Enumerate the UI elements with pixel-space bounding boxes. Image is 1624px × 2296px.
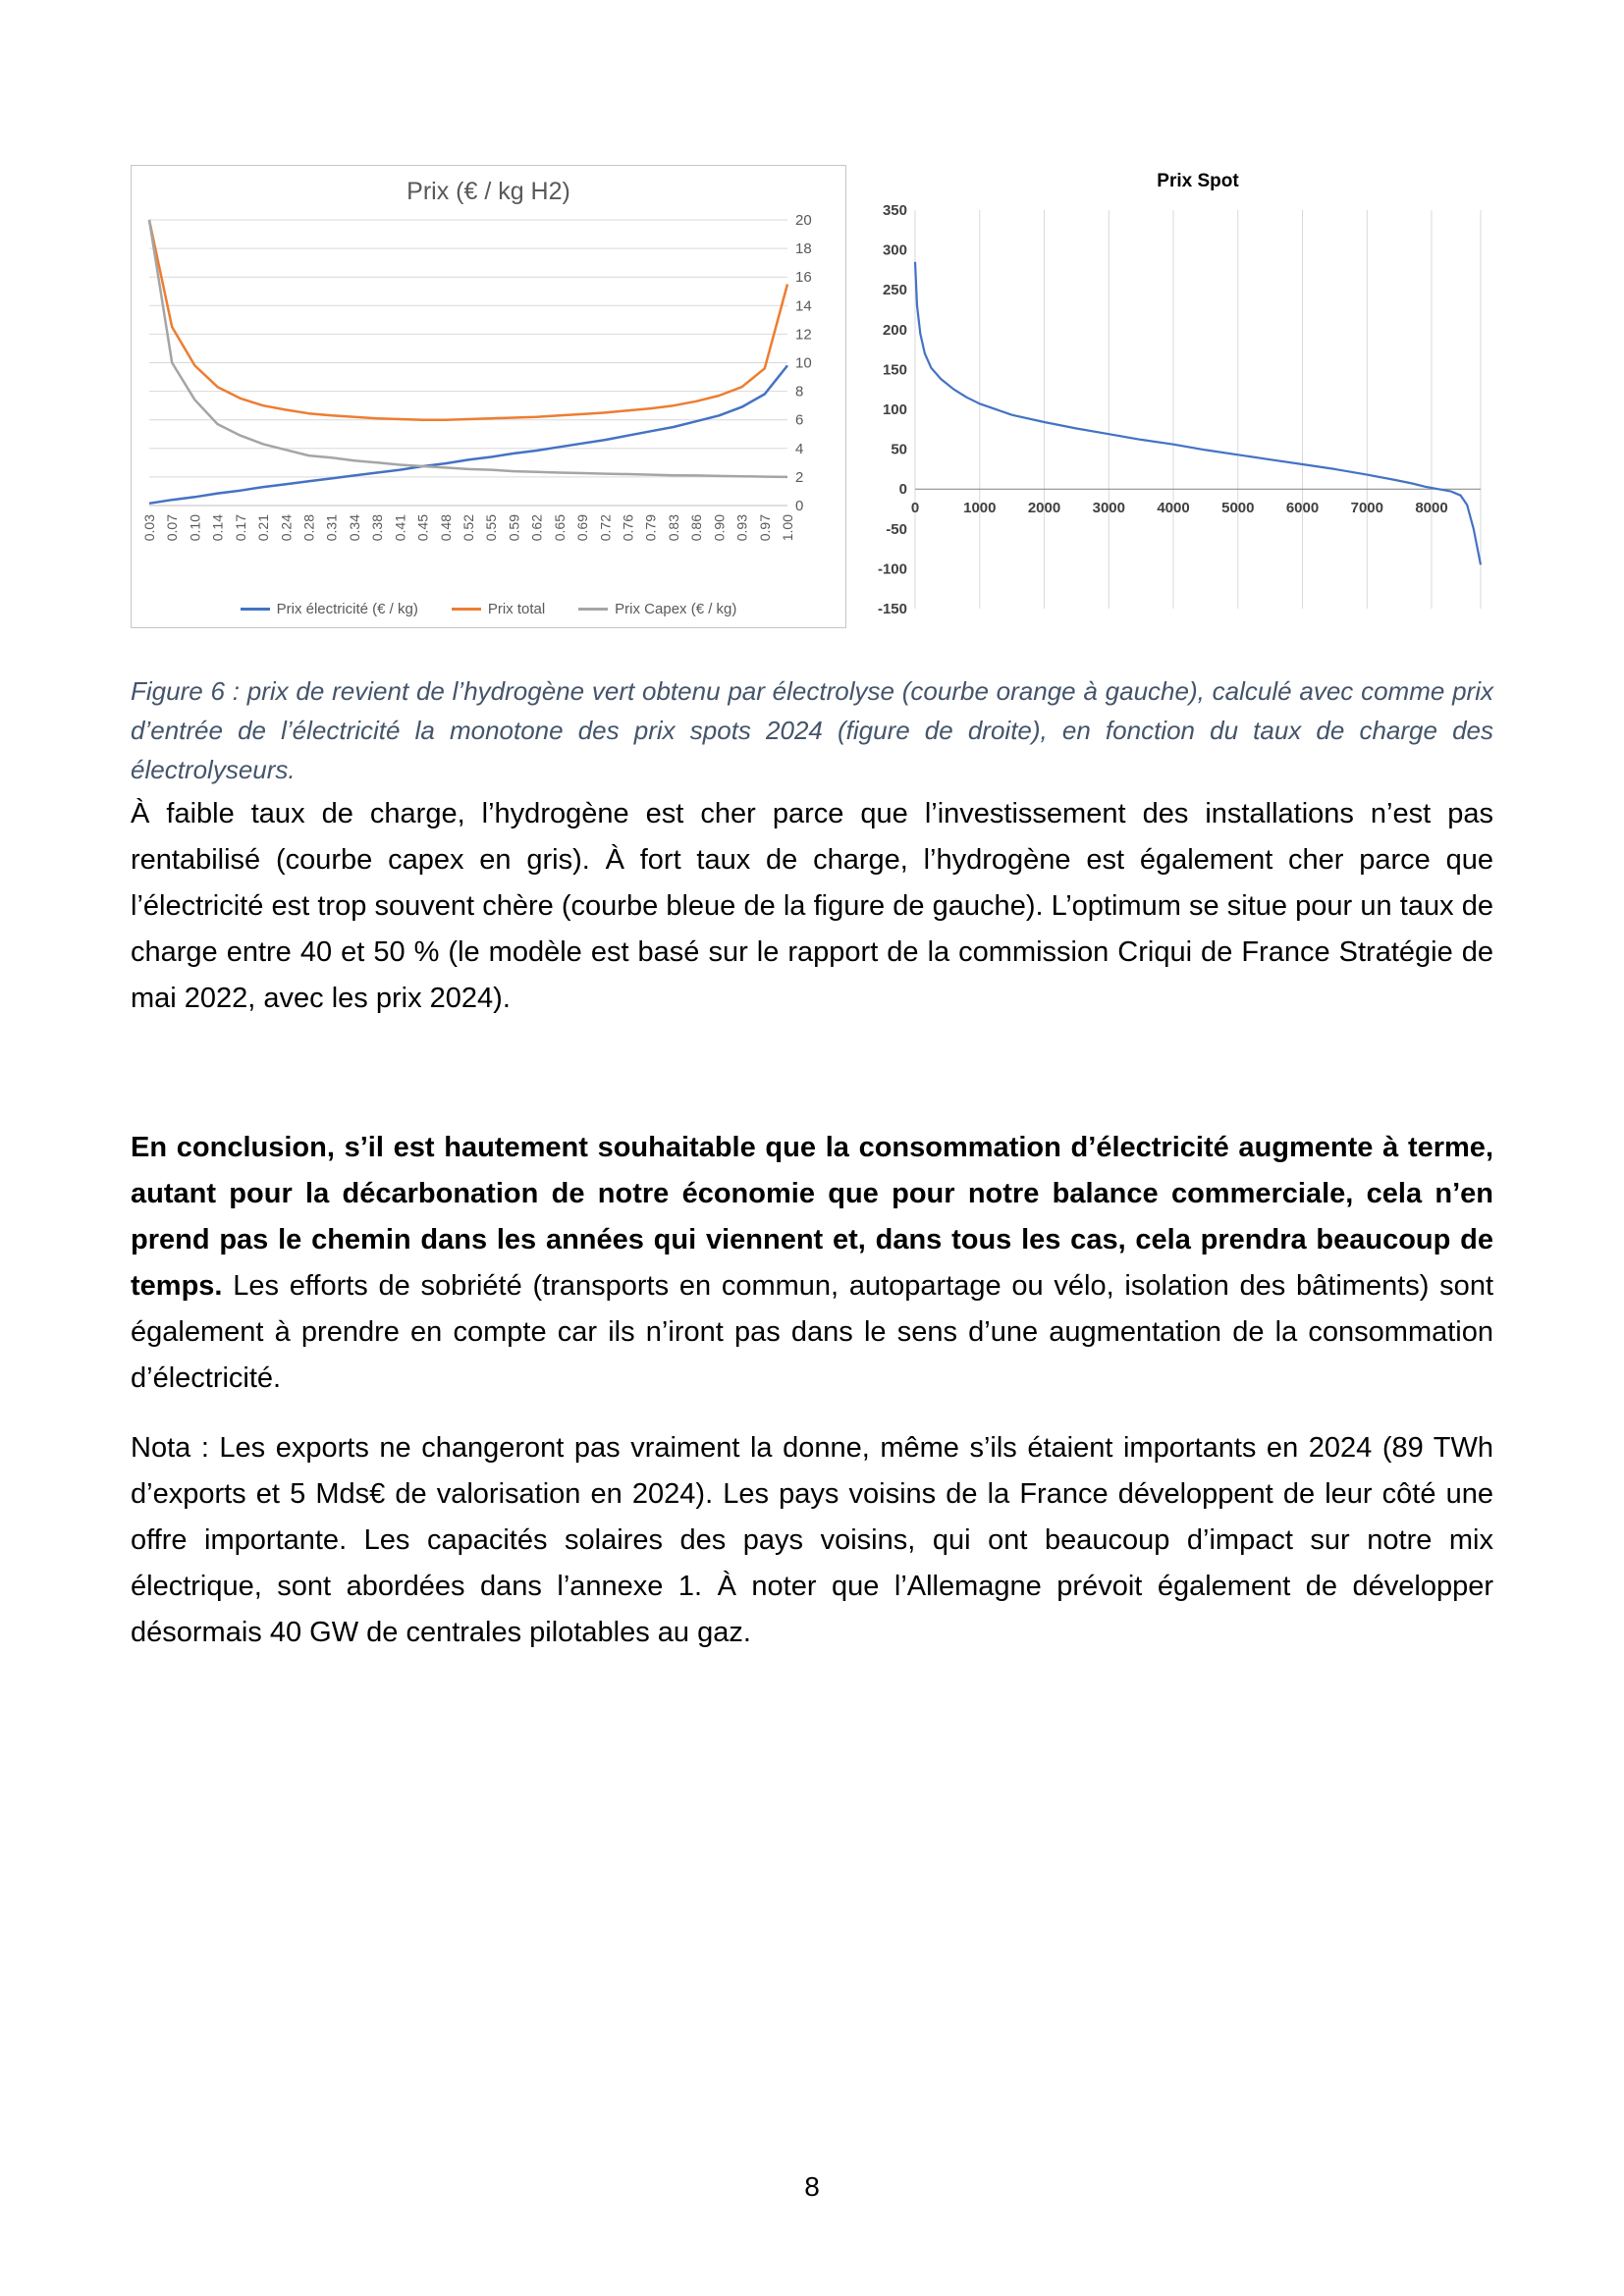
svg-text:0.55: 0.55 (483, 514, 500, 542)
svg-text:6: 6 (795, 411, 804, 429)
svg-text:10: 10 (795, 354, 812, 372)
legend-item (578, 601, 736, 617)
svg-text:0.10: 0.10 (187, 514, 203, 542)
svg-text:300: 300 (882, 241, 907, 259)
svg-text:0: 0 (795, 498, 804, 514)
svg-text:14: 14 (795, 297, 812, 315)
svg-text:0.28: 0.28 (300, 514, 317, 542)
svg-text:0.76: 0.76 (620, 514, 636, 542)
svg-text:350: 350 (882, 204, 907, 219)
svg-text:8000: 8000 (1415, 500, 1448, 517)
svg-text:0.31: 0.31 (323, 514, 340, 542)
svg-text:0.69: 0.69 (574, 514, 591, 542)
conclusion-bold-text: En conclusion, s’il est hautement souhaitable que la consommation d’électricité augmente à terme, autant pour la décarbonation de notre économie que pour notre balance commerciale, cela n’en prend pas le chemin dans les années qui viennent et, dans tous les cas, cela prendra beaucoup de temps. (131, 1132, 1493, 1302)
figure-6 (131, 165, 1493, 634)
svg-text:0.65: 0.65 (551, 514, 568, 542)
paragraph-nota: Nota : Les exports ne changeront pas vraiment la donne, même s’ils étaient importants en 2024 (89 TWh d’exports et 5 Mds€ de valorisation en 2024). Les pays voisins de la France développent de leur côté une offre importante. Les capacités solaires des pays voisins, qui ont beaucoup d’impact sur notre mix électrique, sont abordées dans l’annexe 1. À noter que l’Allemagne prévoit également de développer désormais 40 GW de centrales pilotables au gaz. (131, 1432, 1493, 1648)
svg-text:0.62: 0.62 (528, 514, 545, 542)
svg-text:5000: 5000 (1221, 500, 1255, 517)
svg-text:-150: -150 (877, 601, 907, 616)
page-number: 8 (804, 2171, 820, 2202)
svg-text:0.45: 0.45 (414, 514, 431, 542)
svg-text:0: 0 (910, 500, 920, 517)
chart-spot-price (854, 165, 1493, 628)
svg-text:100: 100 (882, 401, 907, 418)
svg-text:1000: 1000 (963, 500, 997, 517)
svg-text:20: 20 (795, 215, 812, 229)
chart-title-hydrogen: Prix (€ / kg H2) (406, 178, 570, 205)
svg-text:6000: 6000 (1285, 500, 1320, 517)
svg-text:0.03: 0.03 (141, 514, 157, 542)
paragraph-conclusion (131, 1125, 1493, 1402)
svg-text:0.59: 0.59 (506, 514, 522, 542)
svg-text:0.24: 0.24 (278, 514, 295, 542)
svg-text:0: 0 (898, 481, 907, 499)
svg-text:8: 8 (795, 383, 804, 400)
svg-text:2000: 2000 (1027, 500, 1061, 517)
svg-text:0.86: 0.86 (688, 514, 705, 542)
chart-title-spot: Prix Spot (1157, 171, 1239, 191)
legend-swatch (241, 608, 270, 611)
svg-text:0.72: 0.72 (597, 514, 614, 542)
figure-caption: Figure 6 : prix de revient de l’hydrogène vert obtenu par électrolyse (courbe orange à gauche), calculé avec comme prix d’entrée de l’électricité la monotone des prix spots 2024 (figure de droite), en fonction du taux de charge des électrolyseurs. (131, 676, 1493, 784)
svg-text:-50: -50 (886, 520, 907, 538)
svg-text:0.48: 0.48 (437, 514, 454, 542)
legend-item (241, 601, 418, 617)
svg-text:0.52: 0.52 (460, 514, 476, 542)
svg-text:0.41: 0.41 (392, 514, 408, 542)
svg-text:0.34: 0.34 (346, 514, 362, 542)
chart-hydrogen-price (131, 165, 846, 628)
svg-text:0.93: 0.93 (733, 514, 750, 542)
svg-text:0.14: 0.14 (209, 514, 226, 542)
svg-text:0.07: 0.07 (164, 514, 181, 542)
svg-text:1.00: 1.00 (780, 514, 795, 542)
svg-text:0.79: 0.79 (642, 514, 659, 542)
spot-price-plot (854, 204, 1490, 616)
svg-text:2: 2 (795, 468, 804, 486)
paragraph-hydrogen-analysis: À faible taux de charge, l’hydrogène est cher parce que l’investissement des installations n’est pas rentabilisé (courbe capex en gris). À fort taux de charge, l’hydrogène est également cher parce que l’électricité est trop souvent chère (courbe bleue de la figure de gauche). L’optimum se situe pour un taux de charge entre 40 et 50 % (le modèle est basé sur le rapport de la commission Criqui de France Stratégie de mai 2022, avec les prix 2024). (131, 798, 1493, 1014)
legend-item (452, 601, 545, 617)
svg-text:0.97: 0.97 (756, 514, 773, 542)
svg-text:4: 4 (795, 440, 804, 457)
legend-label: Prix total (487, 601, 546, 617)
svg-text:7000: 7000 (1350, 500, 1383, 517)
svg-text:200: 200 (882, 321, 907, 339)
svg-text:4000: 4000 (1157, 500, 1190, 517)
legend-swatch (452, 608, 481, 611)
svg-text:18: 18 (795, 240, 812, 258)
svg-text:-100: -100 (877, 561, 907, 578)
svg-text:0.21: 0.21 (255, 514, 272, 542)
svg-text:16: 16 (795, 269, 812, 287)
legend-label: Prix Capex (€ / kg) (615, 601, 737, 617)
svg-text:3000: 3000 (1092, 500, 1125, 517)
chart-legend (132, 601, 845, 617)
legend-label: Prix électricité (€ / kg) (276, 601, 418, 617)
conclusion-regular-text: Les efforts de sobriété (transports en commun, autopartage ou vélo, isolation des bâtiments) sont également à prendre en compte car ils n’iront pas dans le sens d’une augmentation de la consommation d’électricité. (131, 1270, 1493, 1394)
hydrogen-price-plot (132, 215, 845, 568)
svg-text:0.38: 0.38 (369, 514, 386, 542)
svg-text:250: 250 (882, 282, 907, 299)
svg-text:12: 12 (795, 326, 812, 344)
legend-swatch (578, 608, 608, 611)
svg-text:0.90: 0.90 (711, 514, 728, 542)
svg-text:50: 50 (891, 441, 907, 458)
svg-text:150: 150 (882, 361, 907, 379)
svg-text:0.17: 0.17 (232, 514, 248, 542)
svg-text:0.83: 0.83 (665, 514, 681, 542)
